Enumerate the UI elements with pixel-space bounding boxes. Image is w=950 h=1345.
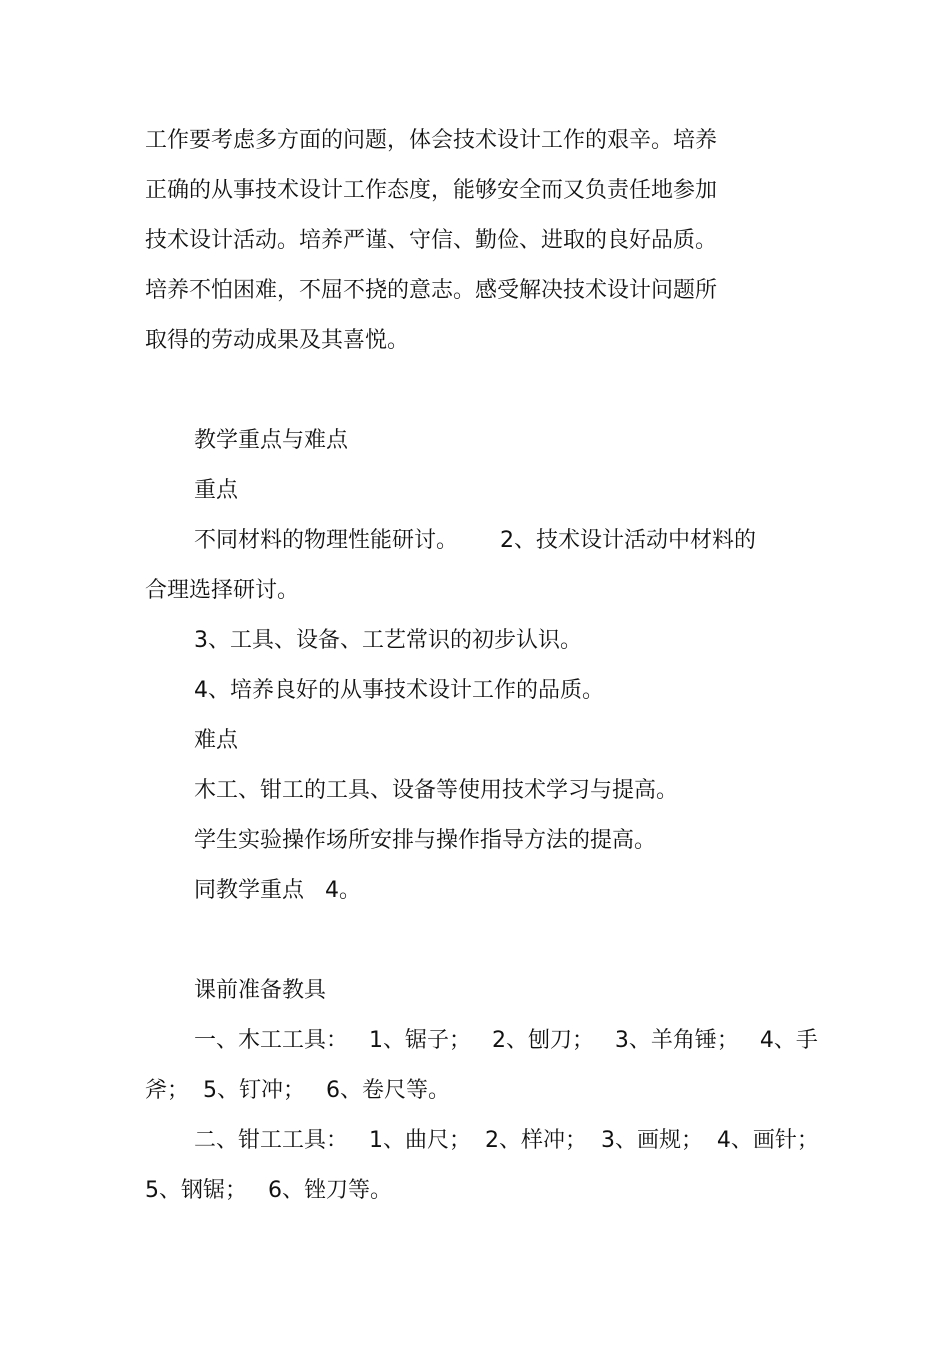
paragraph-line: 正确的从事技术设计工作态度，能够安全而又负责任地参加 [145, 178, 718, 203]
difficulty-item: 同教学重点 4。 [194, 878, 361, 903]
key-point-item-continuation: 合理选择研讨。 [145, 578, 300, 603]
subheading-difficulties: 难点 [194, 728, 239, 753]
tool-list-woodwork: 一、木工工具： 1、锯子； 2、刨刀； 3、羊角锤； 4、手 [194, 1028, 818, 1053]
key-point-item: 4、培养良好的从事技术设计工作的品质。 [194, 678, 604, 703]
section-heading-prep: 课前准备教具 [194, 978, 327, 1003]
tool-list-benchwork-continuation: 5、钢锯； 6、锉刀等。 [145, 1178, 392, 1203]
difficulty-item: 木工、钳工的工具、设备等使用技术学习与提高。 [194, 778, 679, 803]
paragraph-line: 培养不怕困难，不屈不挠的意志。感受解决技术设计问题所 [145, 278, 718, 303]
subheading-key-points: 重点 [194, 478, 239, 503]
key-point-item: 不同材料的物理性能研讨。 2、技术设计活动中材料的 [194, 528, 756, 553]
paragraph-line: 工作要考虑多方面的问题，体会技术设计工作的艰辛。培养 [145, 128, 718, 153]
difficulty-item: 学生实验操作场所安排与操作指导方法的提高。 [194, 828, 657, 853]
section-heading-focus: 教学重点与难点 [194, 428, 349, 453]
paragraph-line: 取得的劳动成果及其喜悦。 [145, 328, 410, 353]
tool-list-woodwork-continuation: 斧； 5、钉冲； 6、卷尺等。 [145, 1078, 450, 1103]
paragraph-line: 技术设计活动。培养严谨、守信、勤俭、进取的良好品质。 [145, 228, 718, 253]
tool-list-benchwork: 二、钳工工具： 1、曲尺； 2、样冲； 3、画规； 4、画针； [194, 1128, 819, 1153]
key-point-item: 3、工具、设备、工艺常识的初步认识。 [194, 628, 582, 653]
